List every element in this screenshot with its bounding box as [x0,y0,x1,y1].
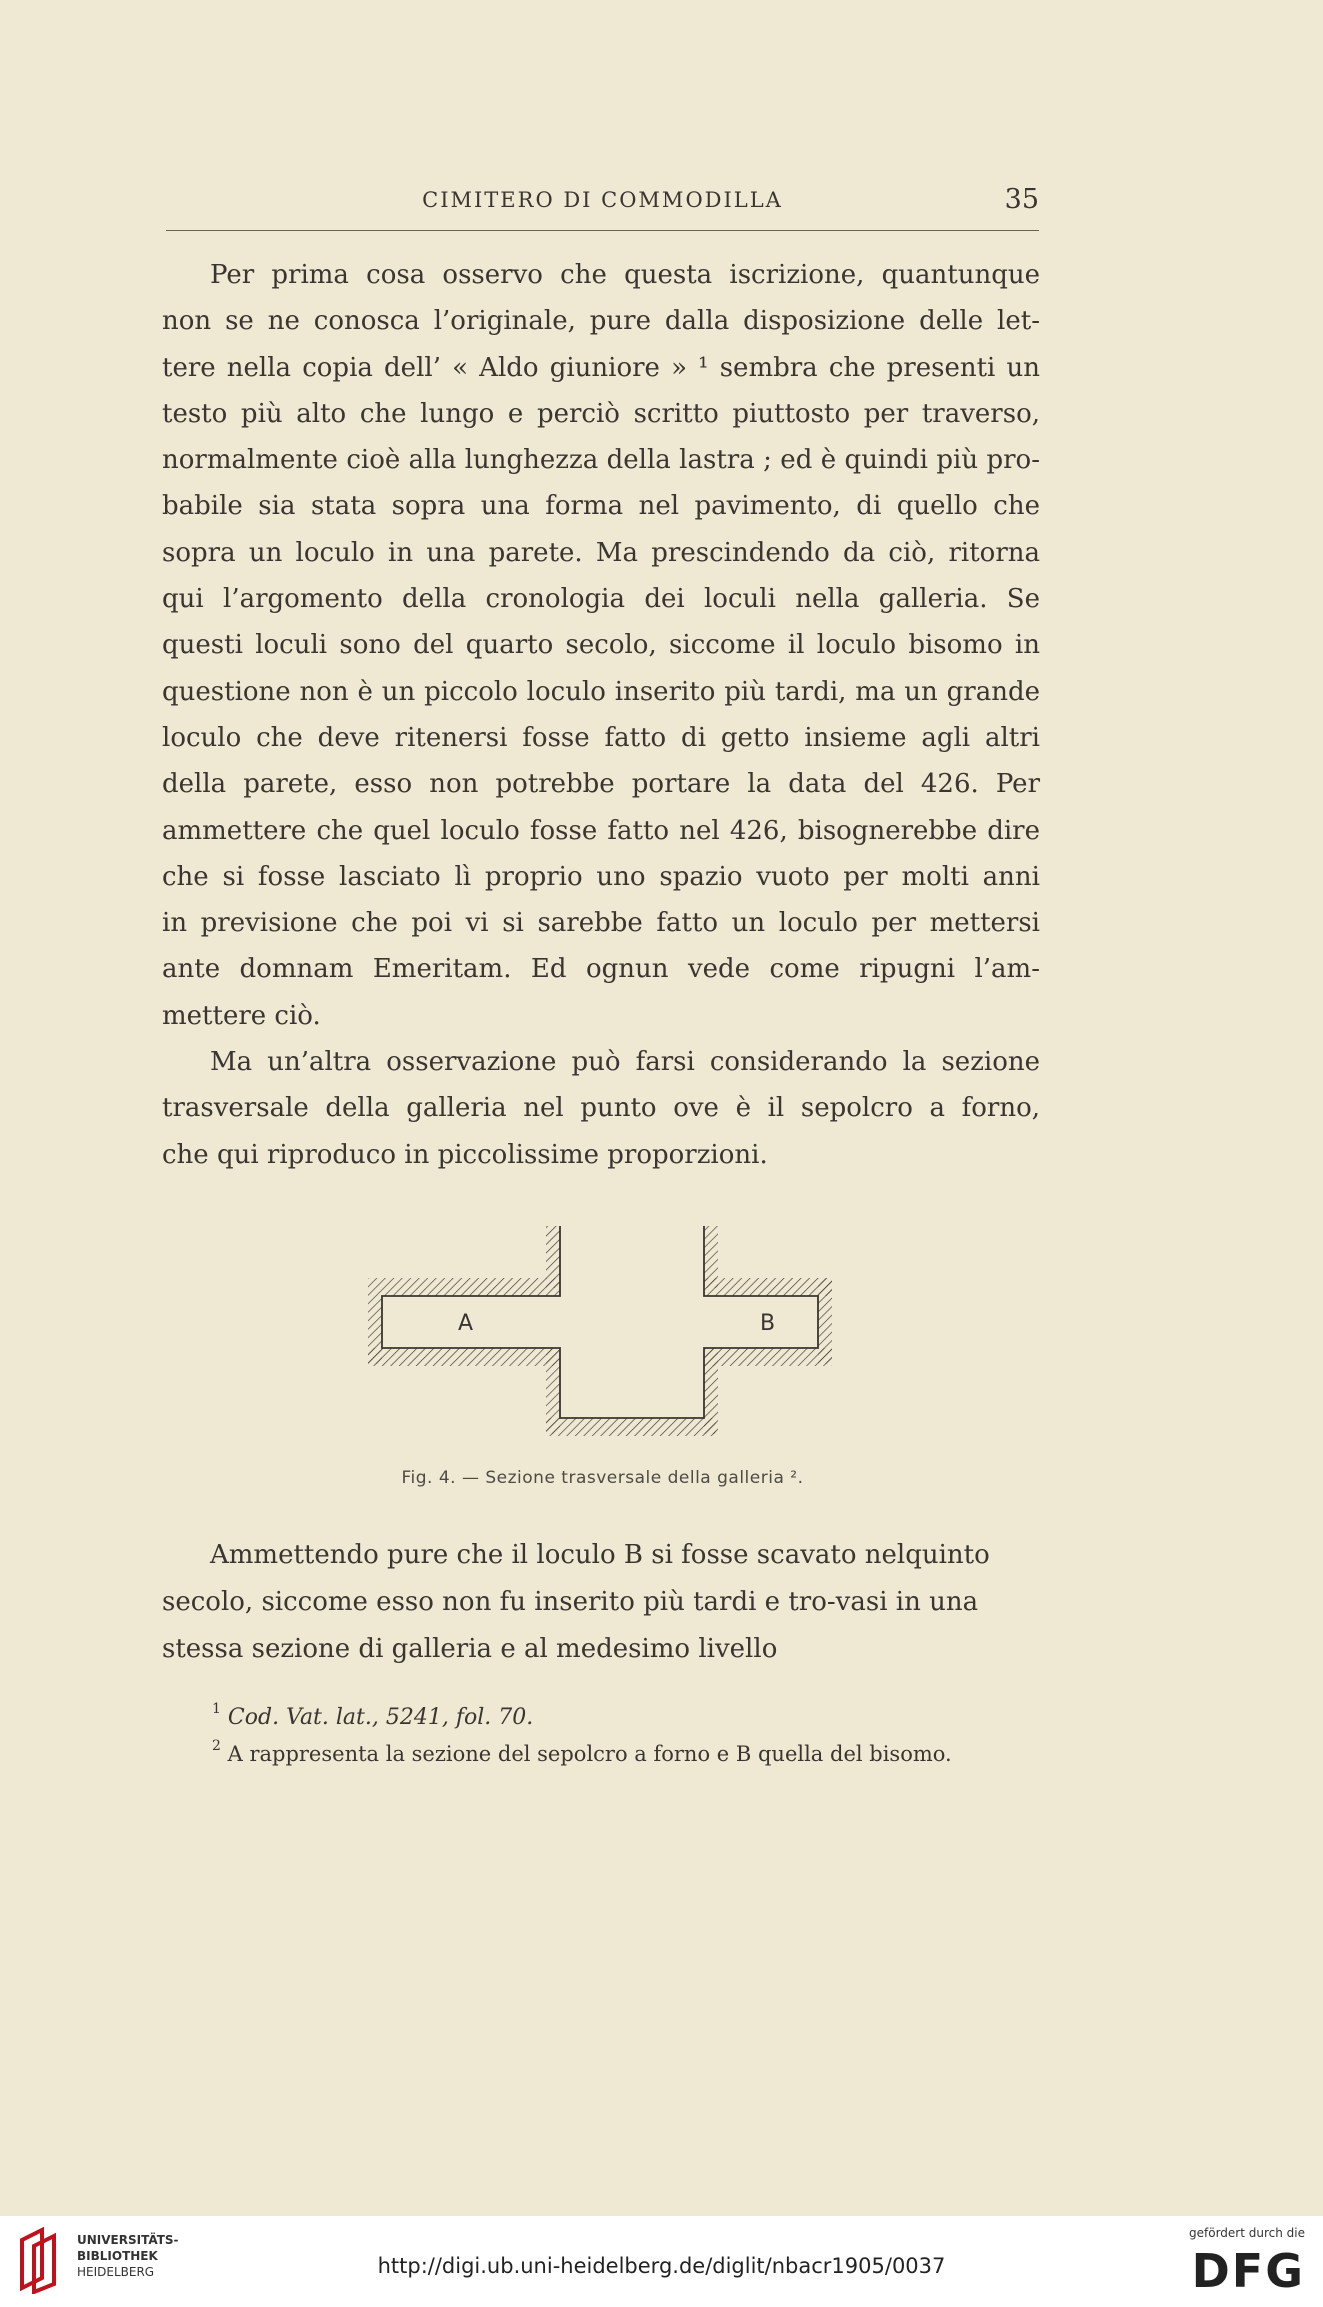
footnote-1 [162,1700,1040,1736]
section-outline [382,1226,818,1418]
text-line: quinto secolo, siccome esso non fu inserito più tardi e tro- [162,1540,990,1617]
footnote-2-mark: 2 [212,1738,221,1754]
text-line: questione non è un piccolo loculo inserito più tardi, ma un grande [162,676,1040,707]
hatch-wall [704,1226,718,1288]
text-line: vasi in una stessa sezione di galleria e al medesimo livello [162,1587,979,1664]
library-line-1: UNIVERSITÄTS- [77,2233,179,2247]
funding-note: gefördert durch die [1189,2226,1305,2240]
dfg-logo: DFG [1191,2244,1305,2298]
paragraph-1 [162,252,1040,1039]
label-b: B [760,1311,776,1336]
paragraph-3 [162,1532,1040,1673]
text-line: mettere ciò. [162,1000,321,1031]
text-line: babile sia stata sopra una forma nel pavimento, di quello che [162,491,1040,522]
paragraph-2 [162,1039,1040,1178]
running-title: CIMITERO DI COMMODILLA [422,188,783,212]
body-text [162,252,1040,1178]
text-line: tere nella copia dell’ « Aldo giuniore » ¹ sembra che presenti un [162,352,1040,383]
label-a: A [458,1311,474,1336]
body-text-continued [162,1532,1040,1673]
hatch-wall [382,1278,560,1296]
text-line: della parete, esso non potrebbe portare la data del 426. Per [162,769,1040,800]
text-line: sopra un loculo in una parete. Ma prescindendo da ciò, ritorna [162,537,1040,568]
hatch-wall [704,1278,832,1296]
text-line: testo più alto che lungo e perciò scritto piuttosto per traverso, [162,398,1040,429]
hatch-wall [368,1348,560,1366]
running-head [166,184,1039,224]
page-number: 35 [1004,184,1039,215]
library-line-2: BIBLIOTHEK [77,2249,158,2263]
text-line: questi loculi sono del quarto secolo, siccome il loculo bisomo in [162,630,1040,661]
footnotes [162,1700,1040,1772]
text-line: Ma un’altra osservazione può farsi considerando la sezione [210,1047,1040,1078]
footnote-2 [162,1736,1040,1772]
text-line: ammettere che quel loculo fosse fatto nel 426, bisognerebbe dire [162,815,1040,846]
text-line: che qui riproduco in piccolissime proporzioni. [162,1139,768,1170]
footnote-1-mark: 1 [212,1701,221,1717]
footnote-1-text: Cod. Vat. lat., 5241, fol. 70. [227,1705,534,1730]
header-rule [166,230,1039,231]
text-line: non se ne conosca l’originale, pure dalla disposizione delle let- [162,306,1040,337]
text-line: in previsione che poi vi si sarebbe fatto un loculo per mettersi [162,908,1040,939]
figure-caption: Fig. 4. — Sezione trasversale della galleria ². [401,1468,804,1488]
gallery-section-figure [360,1218,840,1448]
library-line-3: HEIDELBERG [77,2265,155,2279]
digitization-footer [0,2216,1323,2307]
source-url-link[interactable]: http://digi.ub.uni-heidelberg.de/diglit/nbacr1905/0037 [377,2254,946,2278]
text-line: qui l’argomento della cronologia dei loculi nella galleria. Se [162,584,1040,615]
text-line: trasversale della galleria nel punto ove è il sepolcro a forno, [162,1093,1040,1124]
footnote-2-text: A rappresenta la sezione del sepolcro a forno e B quella del bisomo. [227,1742,952,1766]
hatch-wall [704,1348,832,1366]
text-line: normalmente cioè alla lunghezza della lastra ; ed è quindi più pro- [162,445,1040,476]
hatch-wall [546,1418,716,1436]
text-line: loculo che deve ritenersi fosse fatto di getto insieme agli altri [162,722,1040,753]
text-line: che si fosse lasciato lì proprio uno spazio vuoto per molti anni [162,861,1040,892]
text-line: ante domnam Emeritam. Ed ognun vede come ripugni l’am- [162,954,1040,985]
text-line: Ammettendo pure che il loculo B si fosse scavato nel [210,1540,906,1570]
text-line: Per prima cosa osservo che questa iscrizione, quantunque [210,260,1040,290]
